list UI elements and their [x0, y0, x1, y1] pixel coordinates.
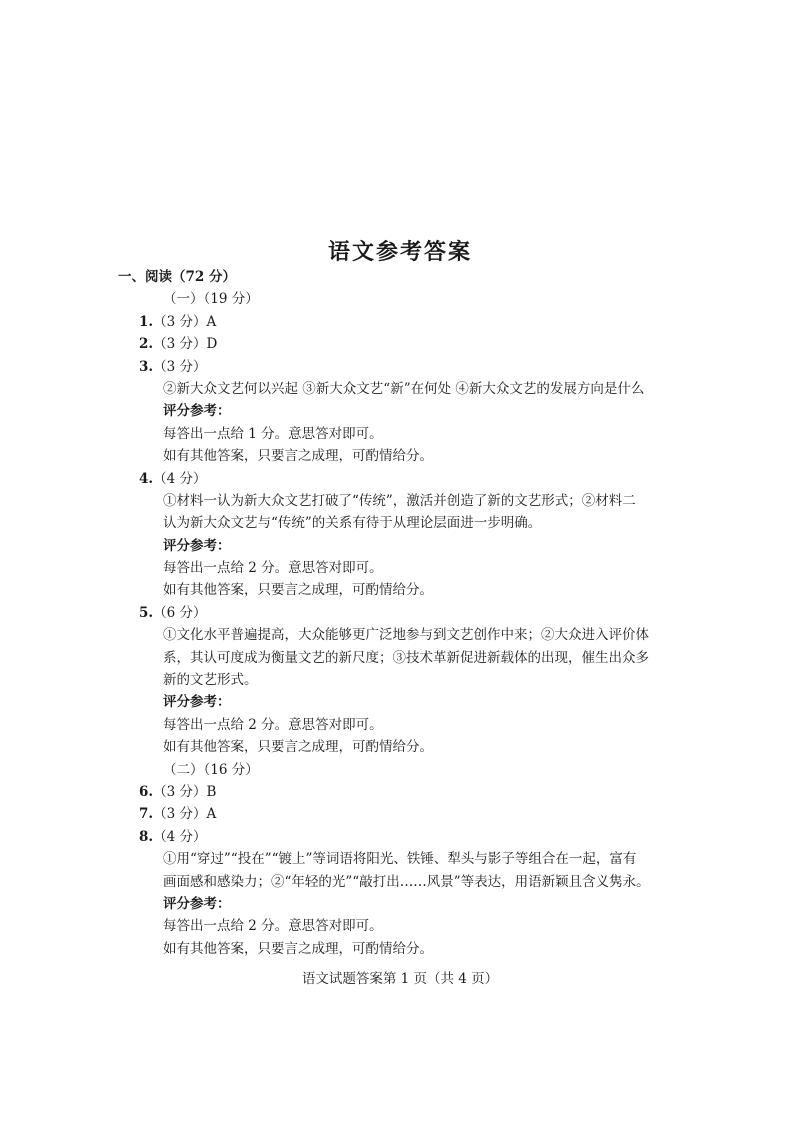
question-number: 4. — [139, 470, 154, 487]
answer-line: 新的文艺形式。 — [163, 672, 258, 689]
question-score: （3 分） — [153, 358, 207, 375]
scoring-standard: 如有其他答案，只要言之成理，可酌情给分。 — [163, 940, 433, 957]
question-6 — [0, 781, 800, 803]
question-number: 1. — [139, 313, 154, 330]
answer-line: ①用“穿过”“投在”“镀上”等词语将阳光、铁锤、犁头与影子等组合在一起，富有 — [163, 851, 637, 868]
question-number: 6. — [139, 783, 154, 800]
scoring-standard: 如有其他答案，只要言之成理，可酌情给分。 — [163, 448, 433, 465]
answer-line: 系，其认可度成为衡量文艺的新尺度；③技术革新促进新载体的出现，催生出众多 — [163, 649, 649, 666]
question-number: 5. — [139, 604, 154, 621]
scoring-reference-label: 评分参考： — [163, 694, 231, 711]
question-number: 3. — [139, 358, 154, 375]
question-score: （6 分） — [153, 604, 207, 621]
question-4 — [0, 468, 800, 490]
section-heading — [0, 266, 800, 288]
question-answer: （3 分）A — [153, 806, 217, 823]
answer-line: ①文化水平普遍提高，大众能够更广泛地参与到文艺创作中来；②大众进入评价体 — [163, 627, 649, 644]
question-2 — [0, 333, 800, 355]
answer-line: ①材料一认为新大众文艺打破了“传统”，激活并创造了新的文艺形式；②材料二 — [163, 492, 636, 509]
page-footer: 语文试题答案第 1 页（共 4 页） — [301, 971, 499, 987]
answer-content — [0, 266, 800, 960]
question-answer: （3 分）A — [153, 313, 217, 330]
question-5 — [0, 602, 800, 624]
question-answer: （3 分）D — [153, 336, 218, 353]
section-number: 一、 — [118, 269, 145, 285]
scoring-standard: 如有其他答案，只要言之成理，可酌情给分。 — [163, 582, 433, 599]
answer-line: 认为新大众文艺与“传统”的关系有待于从理论层面进一步明确。 — [163, 515, 542, 532]
question-8 — [0, 826, 800, 848]
answer-line: 画面感和感染力；②“年轻的光”“敲打出……风景”等表达，用语新颖且含义隽永。 — [163, 873, 650, 890]
answer-line: ②新大众文艺何以兴起 ③新大众文艺“新”在何处 ④新大众文艺的发展方向是什么 — [163, 380, 645, 397]
question-number: 2. — [139, 336, 154, 353]
page-title: 语文参考答案 — [327, 239, 472, 265]
question-1 — [0, 311, 800, 333]
scoring-standard: 每答出一点给 2 分。意思答对即可。 — [163, 918, 383, 935]
scoring-standard: 如有其他答案，只要言之成理，可酌情给分。 — [163, 739, 433, 756]
scoring-standard: 每答出一点给 1 分。意思答对即可。 — [163, 425, 383, 442]
question-score: （4 分） — [153, 470, 207, 487]
part-heading-2: （二）（16 分） — [163, 761, 259, 778]
question-3 — [0, 356, 800, 378]
scoring-standard: 每答出一点给 2 分。意思答对即可。 — [163, 716, 383, 733]
section-label: 阅读（72 分） — [145, 269, 236, 285]
question-answer: （3 分）B — [153, 783, 217, 800]
question-number: 8. — [139, 828, 154, 845]
part-heading-1: （一）（19 分） — [163, 291, 259, 308]
scoring-standard: 每答出一点给 2 分。意思答对即可。 — [163, 560, 383, 577]
question-7 — [0, 803, 800, 825]
question-number: 7. — [139, 806, 154, 823]
scoring-reference-label: 评分参考： — [163, 403, 231, 420]
question-score: （4 分） — [153, 828, 207, 845]
scoring-reference-label: 评分参考： — [163, 537, 231, 554]
scoring-reference-label: 评分参考： — [163, 895, 231, 912]
